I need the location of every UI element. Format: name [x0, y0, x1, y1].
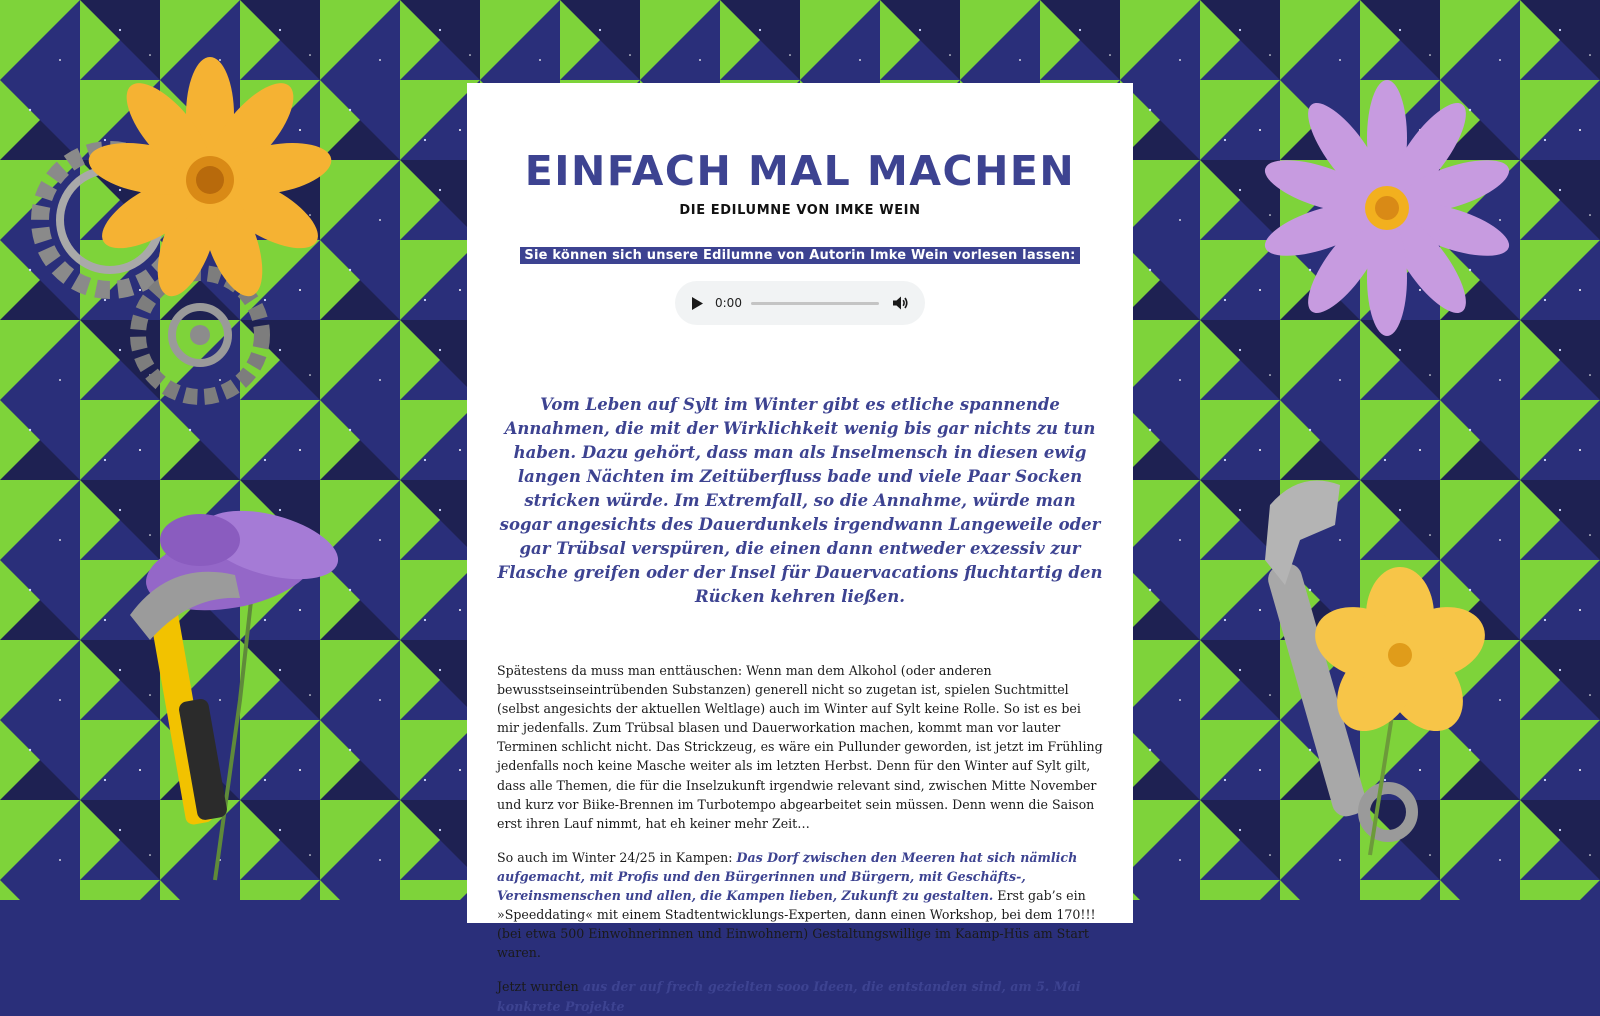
article-card: [467, 83, 1133, 1014]
body-paragraph-2-start: So auch im Winter 24/25 in Kampen:: [497, 849, 737, 865]
page-title: EINFACH MAL MACHEN: [524, 147, 1076, 195]
lead-paragraph: Vom Leben auf Sylt im Winter gibt es etliche spannende Annahmen, die mit der Wirklichkeit wenig bis gar nichts zu tun haben. Dazu gehört, dass man als Inselmensch in diesen ewig langen Nächten im Zeitüberfluss bade und viele Paar Socken stricken würde. Im Extremfall, so die Annahme, würde man sogar angesichts des Dauerdunkels irgendwann Langeweile oder gar Trübsal verspüren, die einen dann entweder exzessiv zur Flasche greifen oder der Insel für Dauervacations fluchtartig den Rücken kehren ließen.: [497, 395, 1103, 606]
player-progress-track[interactable]: [751, 302, 879, 305]
player-time: 0:00: [715, 296, 742, 310]
body-paragraph-2-end: Erst gab’s ein »Speeddating« mit einem Stadtentwicklungs-Experten, dann einen Workshop, bei dem 170!!! (bei etwa 500 Einwohnerinnen und Einwohnern) Gestaltungswillige im Kaamp-Hüs am Start waren.: [497, 888, 1096, 961]
article-subtitle: DIE EDILUMNE VON IMKE WEIN: [679, 203, 921, 218]
audio-note: Sie können sich unsere Edilumne von Autorin Imke Wein vorlesen lassen:: [520, 247, 1079, 264]
body-paragraph-3-start: Jetzt wurden: [497, 979, 583, 995]
body-paragraph-3: [497, 977, 1103, 1015]
body-paragraph-1: Spätestens da muss man enttäuschen: Wenn man dem Alkohol (oder anderen bewusstseinseintrübenden Substanzen) generell nicht so zugetan ist, spielen Suchtmittel (selbst angesichts der aktuellen Weltlage) auch im Winter auf Sylt keine Rolle. So ist es bei mir jedenfalls. Zum Trübsal blasen und Dauerworkation machen, kommt man vor lauter Terminen schlicht nicht. Das Strickzeug, es wäre ein Pullunder geworden, ist jetzt im Frühling jedenfalls noch keine Masche weiter als im letzten Herbst. Denn für den Winter auf Sylt gilt, dass alle Themen, die für die Inselzukunft irgendwie relevant sind, zwischen Mitte November und kurz vor Biike-Brennen im Turbotempo abgearbeitet sein müssen. Denn wenn die Saison erst ihren Lauf nimmt, hat eh keiner mehr Zeit…: [497, 663, 1103, 831]
body-paragraph-3-highlight: aus der auf frech gezielten sooo Ideen, die entstanden sind, am 5. Mai konkrete Projekte: [497, 979, 1081, 1014]
body-paragraph-2-highlight: Das Dorf zwischen den Meeren hat sich nämlich aufgemacht, mit Profis und den Bürgerinnen und Bürgern, mit Geschäfts-, Vereinsmenschen und allen, die Kampen lieben, Zukunft zu gestalten.: [497, 849, 1078, 904]
audio-player[interactable]: [675, 281, 925, 325]
audio-note-container: [497, 246, 1103, 264]
play-icon[interactable]: [691, 296, 705, 310]
body-paragraph-2: [497, 848, 1103, 963]
volume-icon[interactable]: [893, 295, 911, 311]
